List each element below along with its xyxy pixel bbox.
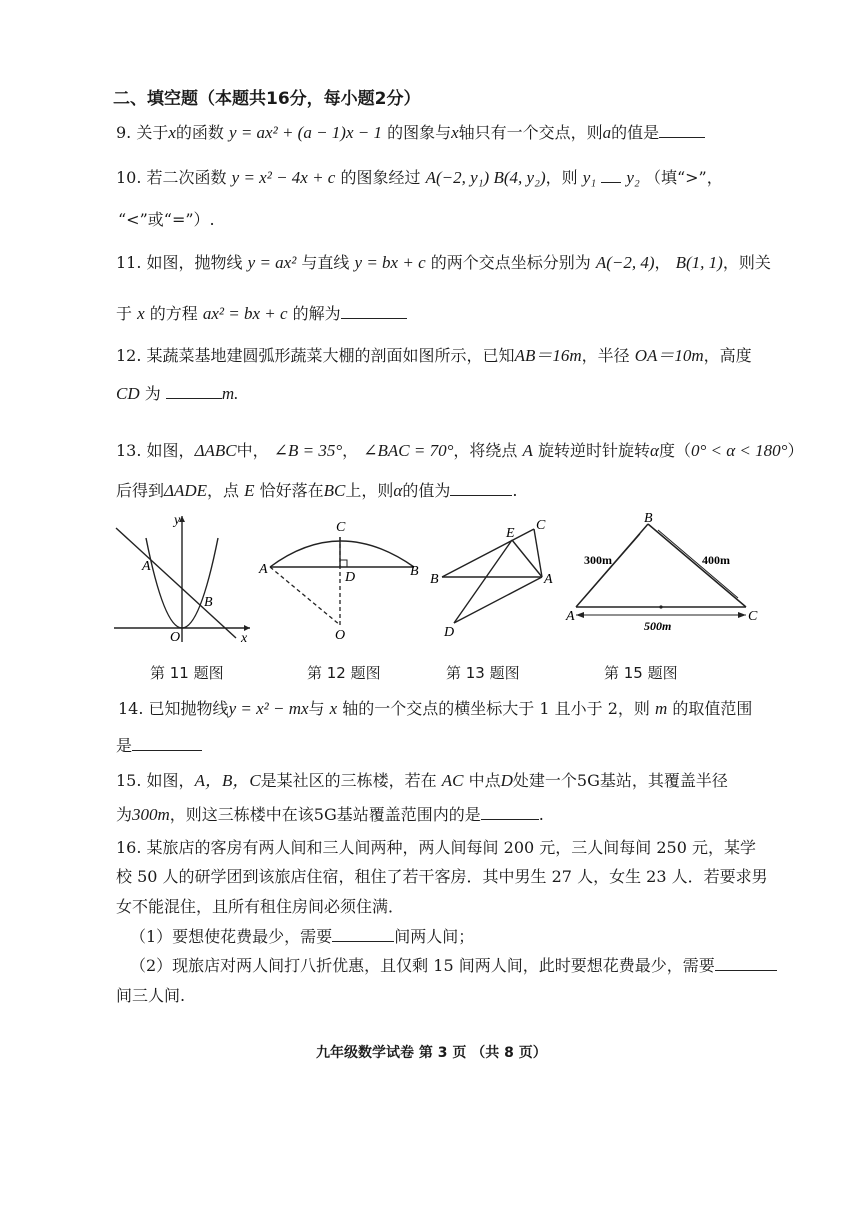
q15-l2-text: 为 (116, 805, 133, 824)
fig12-label-c: C (336, 520, 346, 535)
q14-line-2 (116, 736, 202, 756)
q13-triangle: ΔABC (194, 441, 237, 460)
q12-line-2 (116, 384, 238, 404)
q14-number: 14. (118, 699, 144, 718)
fig15-dim-arrow-right (738, 612, 746, 618)
fig15-label-c: C (748, 609, 758, 624)
q14-l2-text: 是 (116, 736, 133, 755)
fig11-label-x: x (241, 631, 248, 645)
fig11-label-y: y (174, 513, 181, 528)
fig12-right-angle (340, 560, 347, 567)
q15-text-3: 中点 (468, 771, 501, 790)
q13-comma: ， (342, 441, 359, 460)
q16-line-1: 某旅店的客房有两人间和三人间两种，两人间每间 200 元，三人间每间 250 元，某学 (146, 838, 756, 857)
figure-15 (560, 512, 768, 637)
q11-answer-blank (341, 304, 407, 319)
fig15-label-b: B (644, 512, 653, 526)
q15-d: D (500, 771, 513, 790)
fig13-line-ca (534, 529, 542, 577)
q16-sub2-text: （2）现旅店对两人间打八折优惠，且仅剩 15 间两人间，此时要想花费最少，需要 (130, 956, 715, 975)
q12-text-4: 为 (144, 384, 161, 403)
q16-sub2-blank (715, 956, 777, 971)
fig11-label-a: A (142, 559, 151, 574)
q11-parabola-eq: y = ax² (247, 253, 297, 272)
q9-var-x2: x (451, 123, 459, 142)
q16-number: 16. (116, 838, 142, 857)
q15-text: 如图， (146, 771, 195, 790)
q16-sub1-blank (332, 927, 394, 942)
q10-text: 若二次函数 (146, 168, 227, 187)
q10-equation: y = x² − 4x + c (231, 168, 336, 187)
q10-text-3: ，则 (545, 168, 578, 187)
fig13-line-ea (512, 540, 542, 577)
fig15-label-500m: 500m (644, 619, 672, 633)
q11-l2-equation: ax² = bx + c (202, 304, 288, 323)
q12-text-2: ，半径 (581, 346, 630, 365)
q15-radius: 300m (132, 805, 170, 824)
q13-period: . (512, 481, 518, 500)
q9-var-a: a (602, 123, 612, 142)
q15-period: . (538, 805, 544, 824)
q11-text-4: ，则关 (722, 253, 771, 272)
q12-answer-blank (166, 384, 222, 399)
fig15-label-400m: 400m (702, 553, 730, 567)
fig12-label-d: D (345, 570, 356, 585)
fig15-midpoint-d (659, 605, 662, 608)
fig11-label-o: O (170, 630, 181, 645)
fig15-caption: 第 15 题图 (604, 664, 678, 682)
q12-oa: OA＝10m (634, 346, 704, 365)
q13-text-3: ，将绕点 (453, 441, 518, 460)
q16-line-2: 校 50 人的研学团到该旅店住宿，租住了若干客房．其中男生 27 人，女生 23 人．若要求男 (116, 867, 768, 886)
q10-text-2: 的图象经过 (340, 168, 421, 187)
q11-l2-text-3: 的解为 (292, 304, 341, 323)
q11-line-2 (116, 304, 407, 324)
q12-unit: m. (221, 384, 239, 403)
q11-point-a: A(−2, 4) (595, 253, 655, 272)
q14-text-3: 轴的一个交点的横坐标大于 1 且小于 2，则 (342, 699, 650, 718)
fig13-label-b: B (430, 572, 439, 587)
q13-triangle-2: ΔADE (164, 481, 208, 500)
q10-y2: y₂ (626, 168, 640, 187)
q16-line-3: 女不能混住，且所有租住房间必须住满． (116, 897, 405, 916)
q9-equation: y = ax² + (a − 1)x − 1 (229, 123, 382, 142)
q15-answer-blank (481, 805, 539, 820)
fig11-label-b: B (204, 595, 213, 610)
q15-number: 15. (116, 771, 142, 790)
fig12-caption: 第 12 题图 (307, 664, 381, 682)
q13-l2-text: 后得到 (116, 481, 165, 500)
q14-equation: y = x² − mx (228, 699, 309, 718)
q9-text-3: 的图象与 (387, 123, 452, 142)
q13-text: 如图， (146, 441, 195, 460)
q11-line-eq: y = bx + c (354, 253, 426, 272)
figure-11 (108, 510, 256, 645)
fig13-label-c: C (536, 518, 546, 533)
q11-l2-text: 于 (116, 304, 133, 323)
fig15-dim-arrow-left (576, 612, 584, 618)
question-15 (116, 771, 728, 791)
q14-var-m: m (654, 699, 668, 718)
q10-points: A(−2, y₁) B(4, y₂) (425, 168, 546, 187)
q14-answer-blank (132, 736, 202, 751)
q13-alpha: α (650, 441, 659, 460)
q13-number: 13. (116, 441, 142, 460)
q12-number: 12. (116, 346, 142, 365)
q14-var-x: x (329, 699, 338, 718)
q12-text-3: ，高度 (703, 346, 752, 365)
q13-l2-text-2: ，点 (207, 481, 240, 500)
fig12-label-a: A (259, 562, 268, 577)
q13-angle-b: ∠B = 35° (273, 441, 343, 460)
fig13-label-a: A (544, 572, 553, 587)
q9-text: 关于 (136, 123, 169, 142)
q13-range: 0° < α < 180° (690, 441, 788, 460)
q9-number: 9. (116, 123, 132, 142)
q15-ac: AC (441, 771, 464, 790)
fig12-label-b: B (410, 564, 419, 579)
q13-point-e: E (244, 481, 255, 500)
fig15-side-bc (648, 524, 746, 607)
q11-text-3: 的两个交点坐标分别为 (430, 253, 591, 272)
fig15-label-300m: 300m (584, 553, 612, 567)
q11-l2-var: x (137, 304, 145, 323)
figure-13 (428, 515, 563, 640)
q16-sub2-line-2: 间三人间. (116, 986, 186, 1005)
q14-text-2: 与 (308, 699, 325, 718)
q13-text-6: ） (787, 441, 804, 460)
q11-l2-text-2: 的方程 (149, 304, 198, 323)
fig13-caption: 第 13 题图 (446, 664, 520, 682)
q9-var-x: x (168, 123, 176, 142)
question-14 (118, 699, 752, 719)
fig13-line-da (454, 577, 542, 623)
q13-l2-text-4: 上，则 (345, 481, 394, 500)
q16-sub1-text-2: 间两人间； (394, 927, 475, 946)
q14-text: 已知抛物线 (148, 699, 229, 718)
q13-l2-text-3: 恰好落在 (259, 481, 324, 500)
q15-abc: A，B，C (194, 771, 261, 790)
q10-answer-blank (601, 168, 621, 183)
q11-text-2: 与直线 (301, 253, 350, 272)
question-16 (116, 838, 756, 858)
q10-y1: y₁ (582, 168, 597, 187)
q10-number: 10. (116, 168, 142, 187)
q12-cd: CD (116, 384, 140, 403)
q9-answer-blank (659, 123, 705, 138)
q9-text-2: 的函数 (175, 123, 224, 142)
q13-alpha-2: α (393, 481, 403, 500)
q15-text-2: 是某社区的三栋楼，若在 (260, 771, 437, 790)
fig13-label-e: E (506, 526, 515, 541)
q11-number: 11. (116, 253, 142, 272)
q9-text-4: 轴只有一个交点，则 (458, 123, 603, 142)
fig12-arc (270, 541, 414, 567)
question-12 (116, 346, 752, 366)
q13-text-2: 中， (236, 441, 269, 460)
q11-text: 如图，抛物线 (146, 253, 243, 272)
q15-text-4: 处建一个5G基站，其覆盖半径 (512, 771, 728, 790)
q13-text-5: 度（ (658, 441, 691, 460)
fig11-line (116, 528, 236, 638)
q13-line-2 (116, 481, 517, 501)
q11-comma: ， (654, 253, 671, 272)
page-footer: 九年级数学试卷 第 3 页 （共 8 页） (316, 1045, 547, 1061)
q10-text-4: （填“>”， (644, 168, 723, 187)
fig15-label-a: A (566, 609, 575, 624)
fig12-label-o: O (335, 628, 346, 643)
q10-line-2: “<”或“=”）. (118, 210, 215, 229)
question-10 (116, 168, 723, 188)
q13-l2-text-5: 的值为 (402, 481, 451, 500)
q12-ab: AB＝16m (514, 346, 582, 365)
fig13-line-ed (454, 540, 512, 623)
q15-line-2 (116, 805, 544, 825)
q16-sub1-text: （1）要想使花费最少，需要 (130, 927, 333, 946)
q13-angle-bac: ∠BAC = 70° (363, 441, 454, 460)
q12-text: 某蔬菜基地建圆弧形蔬菜大棚的剖面如图所示，已知 (146, 346, 515, 365)
fig13-label-d: D (444, 625, 455, 640)
q13-text-4: 旋转逆时针旋转 (538, 441, 651, 460)
figure-12 (258, 515, 428, 645)
q13-answer-blank (450, 481, 512, 496)
fig12-radius-oa (270, 567, 340, 625)
section-title: 二、填空题（本题共16分，每小题2分） (113, 89, 421, 109)
q13-point-a: A (522, 441, 533, 460)
question-9 (116, 123, 705, 143)
fig11-caption: 第 11 题图 (150, 664, 224, 682)
q16-sub-1 (130, 927, 474, 947)
q16-sub-2 (130, 956, 777, 976)
q14-text-4: 的取值范围 (672, 699, 753, 718)
q13-bc: BC (323, 481, 346, 500)
q15-l2-text-2: ，则这三栋楼中在该5G基站覆盖范围内的是 (169, 805, 481, 824)
q11-point-b: B(1, 1) (675, 253, 723, 272)
question-13 (116, 441, 803, 461)
fig13-line-bc (442, 529, 534, 577)
q9-text-5: 的值是 (611, 123, 660, 142)
question-11 (116, 253, 771, 273)
